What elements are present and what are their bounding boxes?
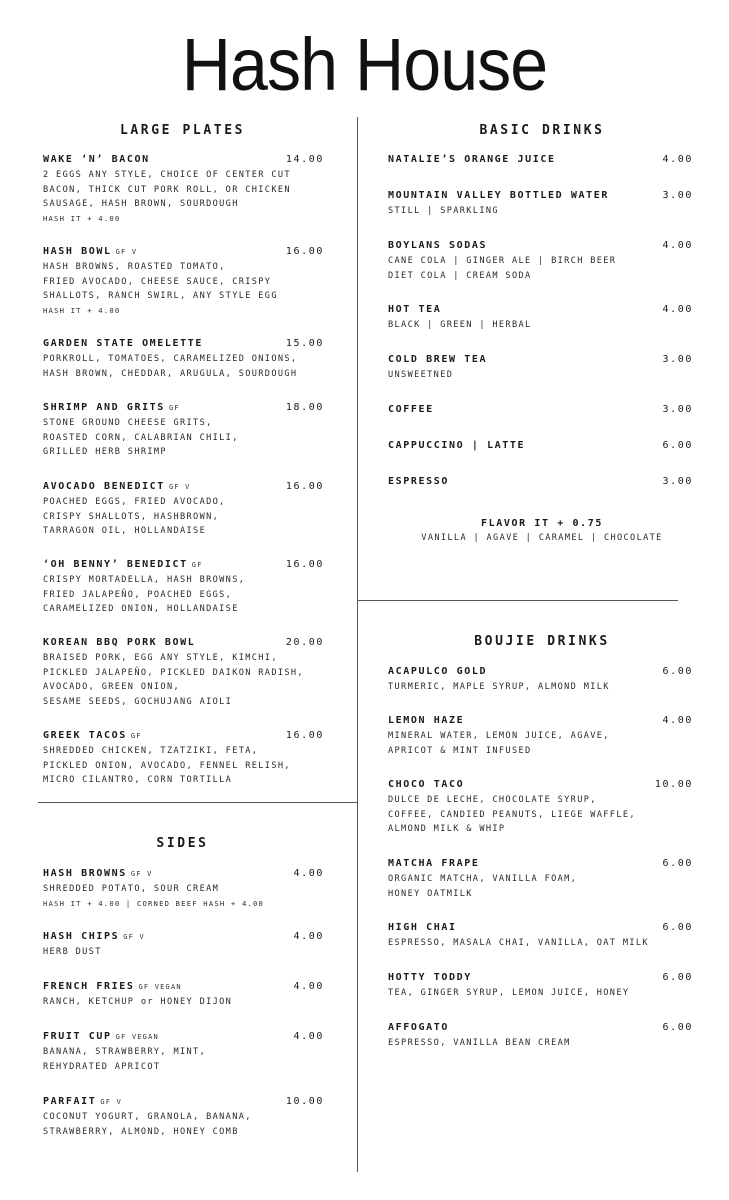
- menu-item-name-text: BOYLANS SODAS: [388, 240, 488, 251]
- menu-item-price: 4.00: [293, 868, 324, 879]
- menu-item-header: [388, 440, 693, 454]
- menu-item-name-text: COFFEE: [388, 404, 434, 415]
- menu-item: [388, 779, 693, 837]
- column-divider: [357, 117, 358, 1172]
- menu-item-description-line: ESPRESSO, MASALA CHAI, VANILLA, OAT MILK: [388, 938, 649, 948]
- menu-item: [43, 154, 324, 225]
- menu-item-name-text: COLD BREW TEA: [388, 354, 488, 365]
- menu-item-description-line: SHREDDED CHICKEN, TZATZIKI, FETA,: [43, 746, 259, 756]
- menu-item-name-text: ‘OH BENNY’ BENEDICT: [43, 559, 188, 570]
- menu-item: [388, 304, 693, 333]
- menu-item-name: [43, 154, 150, 165]
- menu-item-description-line: STRAWBERRY, ALMOND, HONEY COMB: [43, 1126, 239, 1137]
- menu-item-price: 16.00: [285, 481, 324, 492]
- menu-item-description-line: BLACK | GREEN | HERBAL: [388, 320, 532, 330]
- menu-item-header: [43, 868, 324, 882]
- menu-item-name: [388, 1022, 449, 1033]
- menu-item-price: 6.00: [662, 666, 693, 677]
- menu-item: [43, 981, 324, 1010]
- menu-item-description-line: DULCE DE LECHE, CHOCOLATE SYRUP,: [388, 795, 597, 805]
- menu-item-name-text: MOUNTAIN VALLEY BOTTLED WATER: [388, 190, 609, 201]
- menu-item-name: [388, 922, 457, 933]
- menu-item-header: [43, 730, 324, 744]
- menu-item-description-line: BRAISED PORK, EGG ANY STYLE, KIMCHI,: [43, 653, 278, 663]
- menu-item-name-text: CAPPUCCINO | LATTE: [388, 440, 526, 451]
- menu-item: [388, 190, 693, 219]
- menu-item-price: 4.00: [662, 715, 693, 726]
- menu-item-name-text: HIGH CHAI: [388, 922, 457, 933]
- menu-item-header: [388, 240, 693, 254]
- menu-item-description-line: HASH BROWNS, ROASTED TOMATO,: [43, 262, 226, 272]
- menu-item: [43, 868, 324, 910]
- menu-item: [388, 404, 693, 418]
- menu-item-description-line: PICKLED ONION, AVOCADO, FENNEL RELISH,: [43, 760, 291, 771]
- menu-item-name: [388, 476, 449, 487]
- menu-item: [43, 246, 324, 317]
- menu-item: [388, 972, 693, 1001]
- menu-item-name-text: FRENCH FRIES: [43, 981, 135, 992]
- menu-item-addon-note: HASH IT + 4.00: [43, 305, 121, 315]
- menu-item-name-text: WAKE ‘N’ BACON: [43, 154, 150, 165]
- menu-item-header: [388, 715, 693, 729]
- menu-item-price: 6.00: [662, 972, 693, 983]
- menu-item-name-text: AVOCADO BENEDICT: [43, 481, 165, 492]
- menu-item: [388, 922, 693, 951]
- dietary-tag: GF: [130, 732, 142, 740]
- boujie-divider: [358, 600, 678, 601]
- menu-item-description-line: BANANA, STRAWBERRY, MINT,: [43, 1047, 207, 1057]
- menu-item: [43, 1031, 324, 1074]
- menu-item-description-line: CRISPY SHALLOTS, HASHBROWN,: [43, 511, 220, 522]
- menu-item-description-line: MINERAL WATER, LEMON JUICE, AGAVE,: [388, 731, 610, 741]
- menu-item-header: [43, 559, 324, 573]
- menu-item-description-line: HERB DUST: [43, 947, 102, 957]
- menu-item-description-line: HASH BROWN, CHEDDAR, ARUGULA, SOURDOUGH: [43, 368, 298, 379]
- menu-item-name-text: HOT TEA: [388, 304, 442, 315]
- menu-item: [388, 476, 693, 490]
- menu-item-name: [388, 154, 556, 165]
- menu-item: [43, 559, 324, 617]
- menu-item-description-line: APRICOT & MINT INFUSED: [388, 745, 532, 756]
- flavor-it-options: VANILLA | AGAVE | CARAMEL | CHOCOLATE: [421, 533, 663, 543]
- menu-item: [43, 338, 324, 381]
- menu-item-price: 10.00: [285, 1096, 324, 1107]
- menu-item-name-text: KOREAN BBQ PORK BOWL: [43, 637, 196, 648]
- menu-item-name: [388, 779, 464, 790]
- menu-item-addon-note: HASH IT + 4.00: [43, 213, 121, 223]
- menu-item-header: [388, 858, 693, 872]
- menu-item-name-text: HASH BOWL: [43, 246, 112, 257]
- menu-item-name: [43, 338, 203, 349]
- menu-item-name: [388, 440, 525, 451]
- menu-item: [43, 1096, 324, 1139]
- menu-item-name-text: PARFAIT: [43, 1096, 97, 1107]
- menu-item-header: [43, 246, 324, 260]
- menu-item: [388, 354, 693, 383]
- menu-item-name-text: HOTTY TODDY: [388, 972, 472, 983]
- menu-item-name-text: CHOCO TACO: [388, 779, 465, 790]
- menu-item-header: [388, 190, 693, 204]
- menu-item-price: 10.00: [654, 779, 693, 790]
- menu-item-price: 4.00: [293, 931, 324, 942]
- dietary-tag: GF V: [115, 248, 138, 256]
- menu-item-price: 16.00: [285, 730, 324, 741]
- menu-item-header: [43, 1096, 324, 1110]
- large-plates-title: LARGE PLATES: [119, 123, 246, 138]
- menu-item-description-line: SESAME SEEDS, GOCHUJANG AIOLI: [43, 696, 233, 707]
- menu-item-price: 4.00: [662, 240, 693, 251]
- menu-item-name: [388, 972, 472, 983]
- menu-item-price: 3.00: [662, 476, 693, 487]
- menu-item-description-line: STONE GROUND CHEESE GRITS,: [43, 418, 213, 428]
- menu-item-price: 15.00: [285, 338, 324, 349]
- menu-item-header: [388, 779, 693, 793]
- menu-item: [388, 240, 693, 283]
- menu-item-description-line: TEA, GINGER SYRUP, LEMON JUICE, HONEY: [388, 988, 630, 998]
- menu-item-description-line: RANCH, KETCHUP or HONEY DIJON: [43, 997, 233, 1007]
- basic-drinks-title: BASIC DRINKS: [479, 123, 605, 138]
- menu-item-description-line: STILL | SPARKLING: [388, 206, 499, 216]
- menu-item-name: [388, 240, 487, 251]
- menu-item-description-line: ESPRESSO, VANILLA BEAN CREAM: [388, 1038, 571, 1048]
- menu-item-description-line: HONEY OATMILK: [388, 888, 473, 899]
- menu-item-name: [43, 559, 203, 570]
- menu-item-price: 6.00: [662, 1022, 693, 1033]
- menu-item-description-line: BACON, THICK CUT PORK ROLL, OR CHICKEN: [43, 184, 291, 195]
- menu-item-price: 3.00: [662, 190, 693, 201]
- menu-item-header: [388, 922, 693, 936]
- menu-item-name: [43, 481, 191, 492]
- menu-item-header: [388, 304, 693, 318]
- menu-item: [43, 481, 324, 539]
- dietary-tag: GF V: [130, 870, 153, 878]
- menu-item-name: [388, 190, 609, 201]
- menu-item-header: [43, 338, 324, 352]
- menu-item-name-text: LEMON HAZE: [388, 715, 465, 726]
- menu-item-description-line: GRILLED HERB SHRIMP: [43, 447, 167, 457]
- menu-item-name: [43, 402, 180, 413]
- dietary-tag: GF V: [123, 933, 145, 941]
- menu-item-description-line: PICKLED JALAPEÑO, PICKLED DAIKON RADISH,: [43, 667, 304, 678]
- menu-item-header: [43, 481, 324, 495]
- menu-item: [388, 858, 693, 901]
- menu-item-description-line: CARAMELIZED ONION, HOLLANDAISE: [43, 604, 239, 614]
- menu-item-description-line: UNSWEETNED: [388, 370, 454, 380]
- menu-item-header: [43, 931, 324, 945]
- menu-item-name: [388, 666, 487, 677]
- menu-item-description-line: MICRO CILANTRO, CORN TORTILLA: [43, 775, 233, 785]
- menu-item-name: [388, 858, 479, 869]
- dietary-tag: GF VEGAN: [138, 983, 182, 991]
- menu-item-name-text: HASH BROWNS: [43, 868, 127, 879]
- menu-item-name: [43, 931, 145, 942]
- menu-item-name: [43, 730, 142, 741]
- menu-item-description-line: SAUSAGE, HASH BROWN, SOURDOUGH: [43, 199, 239, 209]
- menu-item-description-line: REHYDRATED APRICOT: [43, 1061, 161, 1072]
- menu-item-name: [388, 354, 487, 365]
- menu-item-price: 14.00: [285, 154, 324, 165]
- menu-item-name-text: MATCHA FRAPE: [388, 858, 480, 869]
- menu-item-description-line: SHREDDED POTATO, SOUR CREAM: [43, 884, 220, 894]
- menu-item-addon-note: HASH IT + 4.00 | CORNED BEEF HASH + 4.00: [43, 898, 265, 908]
- flavor-it-title: FLAVOR IT + 0.75: [481, 518, 603, 529]
- menu-item-header: [43, 402, 324, 416]
- sides-divider: [38, 802, 358, 803]
- menu-item-description-line: COFFEE, CANDIED PEANUTS, LIEGE WAFFLE,: [388, 809, 636, 820]
- menu-item-description-line: POACHED EGGS, FRIED AVOCADO,: [43, 497, 226, 507]
- menu-item: [43, 931, 324, 960]
- menu-item-price: 4.00: [293, 1031, 324, 1042]
- menu-item-price: 3.00: [662, 404, 693, 415]
- dietary-tag: GF V: [100, 1098, 123, 1106]
- menu-item-price: 3.00: [662, 354, 693, 365]
- menu-item-name-text: NATALIE’S ORANGE JUICE: [388, 154, 556, 165]
- menu-item-description-line: PORKROLL, TOMATOES, CARAMELIZED ONIONS,: [43, 354, 298, 364]
- menu-item-description-line: FRIED AVOCADO, CHEESE SAUCE, CRISPY: [43, 276, 272, 287]
- menu-item-description-line: CRISPY MORTADELLA, HASH BROWNS,: [43, 575, 246, 585]
- menu-item-name: [43, 1031, 159, 1042]
- menu-item-header: [43, 981, 324, 995]
- dietary-tag: GF: [168, 404, 180, 412]
- menu-item-description-line: CANE COLA | GINGER ALE | BIRCH BEER: [388, 256, 617, 266]
- menu-item: [388, 666, 693, 695]
- menu-item-header: [388, 404, 693, 418]
- menu-item: [388, 1022, 693, 1051]
- flavor-it: [360, 518, 724, 543]
- menu-item-name-text: AFFOGATO: [388, 1022, 449, 1033]
- menu-item-header: [388, 476, 693, 490]
- menu-item-name: [43, 981, 182, 992]
- boujie-drinks-title: BOUJIE DRINKS: [474, 634, 610, 649]
- menu-item-price: 4.00: [662, 154, 693, 165]
- menu-item-description-line: TURMERIC, MAPLE SYRUP, ALMOND MILK: [388, 682, 610, 692]
- menu-item: [43, 730, 324, 788]
- dietary-tag: GF VEGAN: [115, 1033, 159, 1041]
- menu-item-description-line: DIET COLA | CREAM SODA: [388, 270, 532, 281]
- menu-item-name-text: HASH CHIPS: [43, 931, 120, 942]
- menu-item-name-text: SHRIMP AND GRITS: [43, 402, 165, 413]
- menu-item-header: [388, 354, 693, 368]
- menu-item-description-line: ALMOND MILK & WHIP: [388, 824, 506, 834]
- menu-item-name: [43, 637, 195, 648]
- menu-item-description-line: SHALLOTS, RANCH SWIRL, ANY STYLE EGG: [43, 291, 278, 301]
- menu-item-name: [388, 404, 434, 415]
- menu-item-header: [388, 1022, 693, 1036]
- menu-item-name-text: GARDEN STATE OMELETTE: [43, 338, 204, 349]
- menu-item-description-line: 2 EGGS ANY STYLE, CHOICE OF CENTER CUT: [43, 170, 291, 180]
- menu-item-description-line: AVOCADO, GREEN ONION,: [43, 682, 181, 692]
- menu-item-description-line: ROASTED CORN, CALABRIAN CHILI,: [43, 432, 239, 443]
- dietary-tag: GF: [191, 561, 203, 569]
- menu-item: [388, 154, 693, 168]
- menu-item-price: 4.00: [662, 304, 693, 315]
- menu-item-name: [388, 304, 441, 315]
- menu-item-price: 4.00: [293, 981, 324, 992]
- menu-item-name-text: GREEK TACOS: [43, 730, 127, 741]
- menu-item-header: [43, 637, 324, 651]
- menu-item: [43, 402, 324, 460]
- menu-item-header: [388, 154, 693, 168]
- menu-item: [43, 637, 324, 709]
- menu-item-header: [43, 1031, 324, 1045]
- menu-item-price: 18.00: [285, 402, 324, 413]
- menu-item-name: [43, 868, 153, 879]
- menu-item-header: [43, 154, 324, 168]
- menu-item-header: [388, 666, 693, 680]
- menu-item-price: 16.00: [285, 246, 324, 257]
- menu-item-description-line: COCONUT YOGURT, GRANOLA, BANANA,: [43, 1112, 252, 1122]
- menu-item-description-line: FRIED JALAPEÑO, POACHED EGGS,: [43, 589, 233, 600]
- menu-item-price: 6.00: [662, 440, 693, 451]
- menu-item-price: 16.00: [285, 559, 324, 570]
- menu-item-price: 20.00: [285, 637, 324, 648]
- menu-item: [388, 440, 693, 454]
- menu-item-name-text: ESPRESSO: [388, 476, 449, 487]
- menu-item-price: 6.00: [662, 858, 693, 869]
- menu-title: Hash House: [181, 23, 548, 106]
- menu-item-description-line: ORGANIC MATCHA, VANILLA FOAM,: [388, 874, 578, 884]
- menu-item-name-text: ACAPULCO GOLD: [388, 666, 488, 677]
- menu-item-name: [43, 246, 137, 257]
- menu-item-description-line: TARRAGON OIL, HOLLANDAISE: [43, 526, 207, 536]
- menu-item-header: [388, 972, 693, 986]
- sides-title: SIDES: [156, 836, 209, 851]
- menu-item-name: [43, 1096, 122, 1107]
- menu-item-name: [388, 715, 464, 726]
- dietary-tag: GF V: [168, 483, 191, 491]
- menu-item-price: 6.00: [662, 922, 693, 933]
- menu-item-name-text: FRUIT CUP: [43, 1031, 112, 1042]
- menu-item: [388, 715, 693, 758]
